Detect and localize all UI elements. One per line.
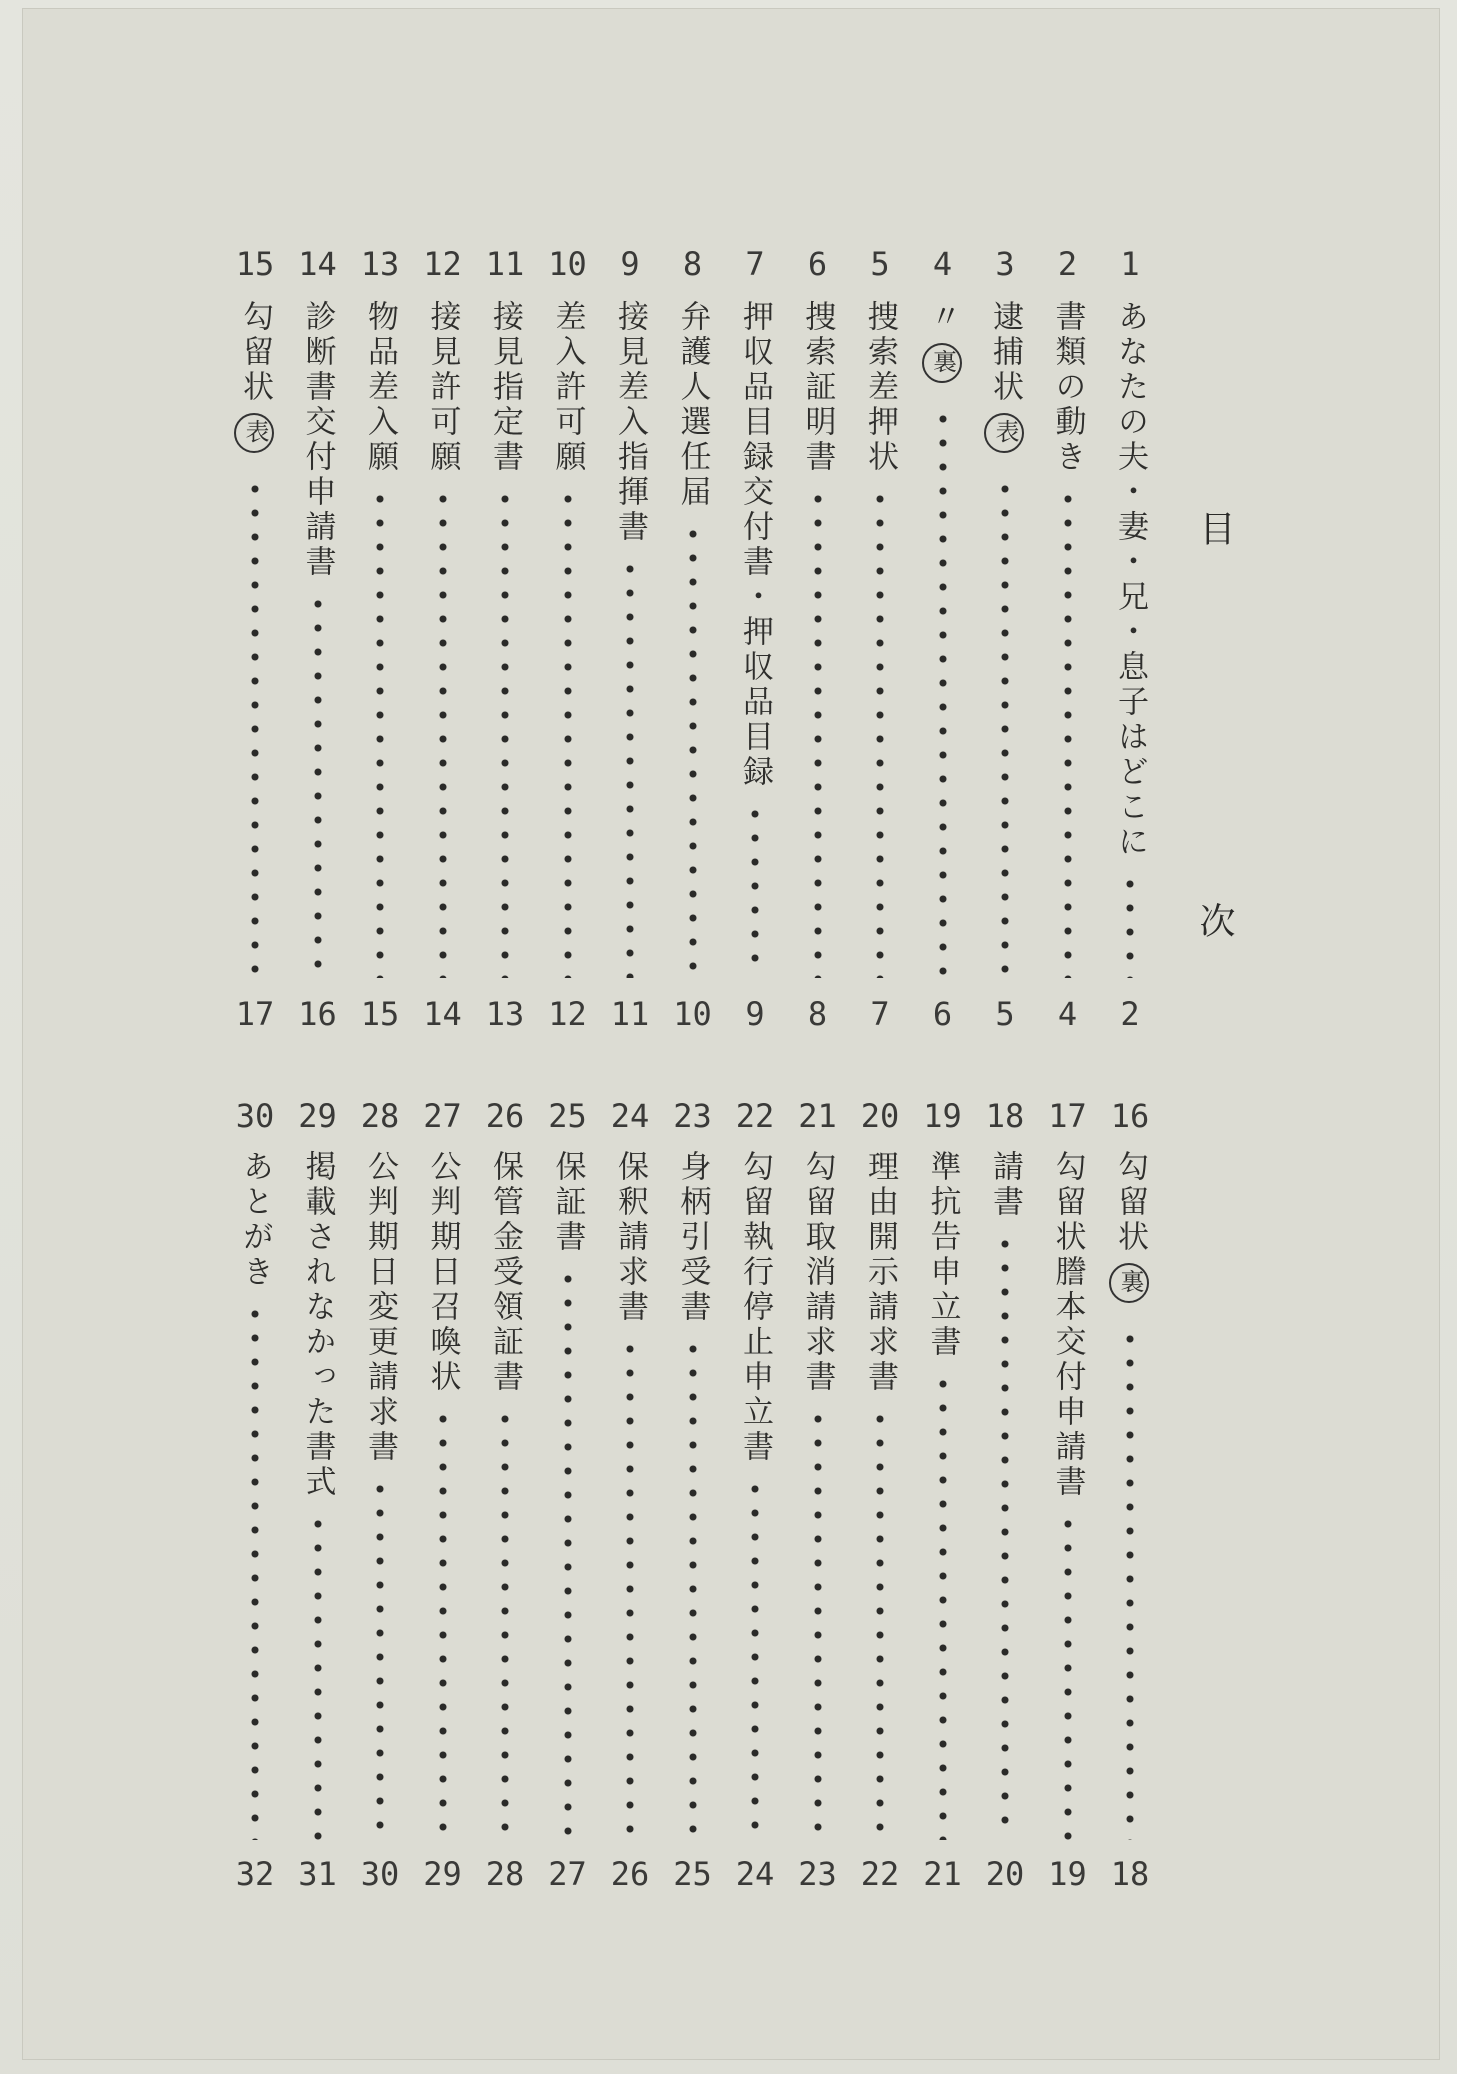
page-number: 15	[360, 995, 400, 1033]
entry-title	[483, 1150, 527, 1395]
entry-title-text: 接見指定書	[487, 300, 523, 475]
entry-title-text: 準抗告申立書	[924, 1150, 961, 1360]
entry-title	[1108, 300, 1152, 860]
leader-dots	[624, 1337, 636, 1840]
page-number: 18	[1110, 1855, 1150, 1893]
entry-title-text: 掲載されなかった書式	[299, 1150, 336, 1500]
toc-entry	[475, 1097, 535, 1900]
entry-number: 14	[298, 245, 337, 283]
entry-title-text: 捜索証明書	[799, 300, 836, 475]
leader-dots	[937, 407, 949, 978]
page-number: 7	[870, 995, 890, 1033]
entry-title	[671, 300, 715, 510]
entry-title-text: 逮捕状	[987, 300, 1023, 405]
toc-entry	[725, 245, 785, 1040]
leader-dots	[374, 1477, 386, 1840]
entry-title	[983, 1150, 1027, 1220]
entry-title-text: 勾留状	[237, 300, 273, 405]
circled-mark: 表	[234, 413, 274, 453]
leader-dots	[249, 477, 261, 978]
entry-title	[608, 1150, 652, 1325]
page-number: 21	[923, 1855, 962, 1893]
entry-title	[983, 300, 1027, 461]
page-number: 25	[673, 1855, 712, 1893]
entry-title-text: 勾留状	[1112, 1150, 1148, 1255]
entry-number: 1	[1120, 245, 1140, 283]
entry-title-text: 接見差入指揮書	[612, 300, 648, 545]
entry-title-text: 弁護人選任届	[674, 300, 711, 510]
leader-dots	[812, 1407, 824, 1840]
toc-entry	[600, 1097, 660, 1900]
leader-dots	[562, 1267, 574, 1840]
leader-dots	[1062, 487, 1074, 978]
toc-entry	[413, 1097, 473, 1900]
entry-title-text: 保証書	[549, 1150, 586, 1255]
toc-entry	[413, 245, 473, 1040]
entry-title	[608, 300, 652, 545]
page-number: 28	[485, 1855, 525, 1893]
entry-title	[796, 300, 840, 475]
entry-title-text: 物品差入願	[362, 300, 398, 475]
entry-number: 25	[548, 1097, 587, 1135]
leader-dots	[874, 1407, 886, 1840]
leader-dots	[312, 1512, 324, 1840]
page-number: 19	[1048, 1855, 1087, 1893]
leader-dots	[1124, 1327, 1136, 1840]
toc-entry	[975, 245, 1035, 1040]
entry-title	[233, 1150, 277, 1290]
toc-entry	[538, 245, 598, 1040]
entry-title	[546, 1150, 590, 1255]
leader-dots	[437, 1407, 449, 1840]
entry-title-text: 保管金受領証書	[487, 1150, 523, 1395]
toc-entry	[475, 245, 535, 1040]
entry-title	[358, 300, 402, 475]
entry-number: 24	[610, 1097, 650, 1135]
entry-title	[421, 1150, 465, 1395]
entry-title-text: 接見許可願	[424, 300, 461, 475]
entry-title	[733, 1150, 777, 1465]
entry-number: 3	[995, 245, 1015, 283]
entry-title	[233, 300, 277, 461]
leader-dots	[624, 557, 636, 978]
toc-entry	[225, 245, 285, 1040]
entry-number: 30	[235, 1097, 275, 1135]
toc-entry	[538, 1097, 598, 1900]
entry-title-text: 捜索差押状	[862, 300, 898, 475]
entry-title-text: あとがき	[237, 1150, 273, 1290]
toc-entry	[1038, 245, 1098, 1040]
toc-entry	[975, 1097, 1035, 1900]
toc-entry	[350, 245, 410, 1040]
page-number: 24	[735, 1855, 775, 1893]
page-number: 13	[485, 995, 525, 1033]
entry-title	[296, 1150, 340, 1500]
toc-title: 目 次	[1194, 510, 1235, 1098]
toc-entry	[850, 1097, 910, 1900]
entry-title	[671, 1150, 715, 1325]
page-number: 30	[360, 1855, 400, 1893]
entry-title	[483, 300, 527, 475]
page-number: 4	[1057, 995, 1078, 1033]
entry-number: 29	[298, 1097, 337, 1135]
page-number: 12	[548, 995, 587, 1033]
page-number: 16	[298, 995, 337, 1033]
entry-number: 8	[682, 245, 703, 283]
page-number: 29	[423, 1855, 462, 1893]
page-number: 9	[745, 995, 765, 1033]
toc-entry	[850, 245, 910, 1040]
leader-dots	[562, 487, 574, 978]
toc-entry	[913, 245, 973, 1040]
entry-title-text: 公判期日召喚状	[424, 1150, 461, 1395]
leader-dots	[999, 1232, 1011, 1840]
entry-number: 12	[423, 245, 462, 283]
entry-number: 15	[235, 245, 275, 283]
entry-number: 17	[1048, 1097, 1087, 1135]
page-number: 32	[235, 1855, 275, 1893]
leader-dots	[374, 487, 386, 978]
entry-title	[358, 1150, 402, 1465]
leader-dots	[749, 802, 761, 978]
entry-title-text: 〃	[924, 300, 961, 335]
leader-dots	[687, 1337, 699, 1840]
page-number: 17	[235, 995, 275, 1033]
leader-dots	[1124, 872, 1136, 978]
entry-number: 5	[870, 245, 890, 283]
entry-number: 20	[860, 1097, 900, 1135]
entry-title	[546, 300, 590, 475]
toc-entry	[350, 1097, 410, 1900]
toc-entry	[1038, 1097, 1098, 1900]
entry-title-text: 差入許可願	[549, 300, 586, 475]
entry-title-text: あなたの夫・妻・兄・息子はどこに	[1112, 300, 1148, 860]
toc-entry	[663, 1097, 723, 1900]
page-number: 10	[673, 995, 712, 1033]
page-number: 27	[548, 1855, 587, 1893]
entry-title	[858, 300, 902, 475]
leader-dots	[874, 487, 886, 978]
page-number: 5	[995, 995, 1015, 1033]
toc-entry	[288, 245, 348, 1040]
leader-dots	[749, 1477, 761, 1840]
entry-number: 19	[923, 1097, 962, 1135]
entry-number: 22	[735, 1097, 775, 1135]
toc-entry	[663, 245, 723, 1040]
page-number: 22	[860, 1855, 900, 1893]
entry-number: 21	[798, 1097, 837, 1135]
circled-mark: 表	[984, 413, 1024, 453]
leader-dots	[312, 592, 324, 978]
entry-number: 7	[745, 245, 765, 283]
page-number: 11	[610, 995, 650, 1033]
leader-dots	[249, 1302, 261, 1840]
leader-dots	[1062, 1512, 1074, 1840]
entry-title	[421, 300, 465, 475]
entry-title-text: 保釈請求書	[612, 1150, 648, 1325]
entry-number: 13	[360, 245, 400, 283]
toc-entry	[1100, 245, 1160, 1040]
page-number: 20	[985, 1855, 1025, 1893]
entry-title-text: 理由開示請求書	[862, 1150, 898, 1395]
entry-title	[1108, 1150, 1152, 1311]
entry-title	[921, 300, 965, 391]
entry-title	[858, 1150, 902, 1395]
page-number: 8	[807, 995, 828, 1033]
page-number: 2	[1120, 995, 1140, 1033]
entry-title	[921, 1150, 965, 1360]
leader-dots	[687, 522, 699, 978]
entry-title-text: 公判期日変更請求書	[362, 1150, 398, 1465]
leader-dots	[499, 1407, 511, 1840]
entry-number: 16	[1110, 1097, 1150, 1135]
entry-number: 27	[423, 1097, 462, 1135]
entry-number: 10	[548, 245, 587, 283]
entry-title	[296, 300, 340, 580]
page-number: 23	[798, 1855, 837, 1893]
entry-number: 28	[360, 1097, 400, 1135]
entry-number: 11	[485, 245, 525, 283]
entry-number: 18	[985, 1097, 1025, 1135]
entry-title-text: 請書	[987, 1150, 1023, 1220]
entry-title-text: 押収品目録交付書・押収品目録	[737, 300, 773, 790]
toc-entry	[225, 1097, 285, 1900]
circled-mark: 裏	[922, 343, 962, 383]
entry-number: 2	[1057, 245, 1078, 283]
toc-entry	[913, 1097, 973, 1900]
entry-number: 9	[620, 245, 640, 283]
circled-mark: 裏	[1109, 1263, 1149, 1303]
entry-number: 23	[673, 1097, 712, 1135]
toc-entry	[1100, 1097, 1160, 1900]
entry-title-text: 身柄引受書	[674, 1150, 711, 1325]
entry-number: 6	[807, 245, 828, 283]
toc-entry	[288, 1097, 348, 1900]
entry-title-text: 書類の動き	[1049, 300, 1086, 475]
leader-dots	[937, 1372, 949, 1840]
entry-number: 4	[932, 245, 953, 283]
entry-title-text: 診断書交付申請書	[299, 300, 336, 580]
leader-dots	[812, 487, 824, 978]
entry-title	[1046, 300, 1090, 475]
entry-title-text: 勾留執行停止申立書	[737, 1150, 773, 1465]
page-number: 6	[932, 995, 953, 1033]
toc-entry	[600, 245, 660, 1040]
toc-entry	[788, 245, 848, 1040]
toc-entry	[788, 1097, 848, 1900]
page-number: 26	[610, 1855, 650, 1893]
page-number: 31	[298, 1855, 337, 1893]
entry-number: 26	[485, 1097, 525, 1135]
toc-entry	[725, 1097, 785, 1900]
leader-dots	[437, 487, 449, 978]
entry-title	[733, 300, 777, 790]
entry-title-text: 勾留取消請求書	[799, 1150, 836, 1395]
entry-title-text: 勾留状謄本交付申請書	[1049, 1150, 1086, 1500]
entry-title	[796, 1150, 840, 1395]
leader-dots	[499, 487, 511, 978]
page-number: 14	[423, 995, 462, 1033]
entry-title	[1046, 1150, 1090, 1500]
leader-dots	[999, 477, 1011, 978]
